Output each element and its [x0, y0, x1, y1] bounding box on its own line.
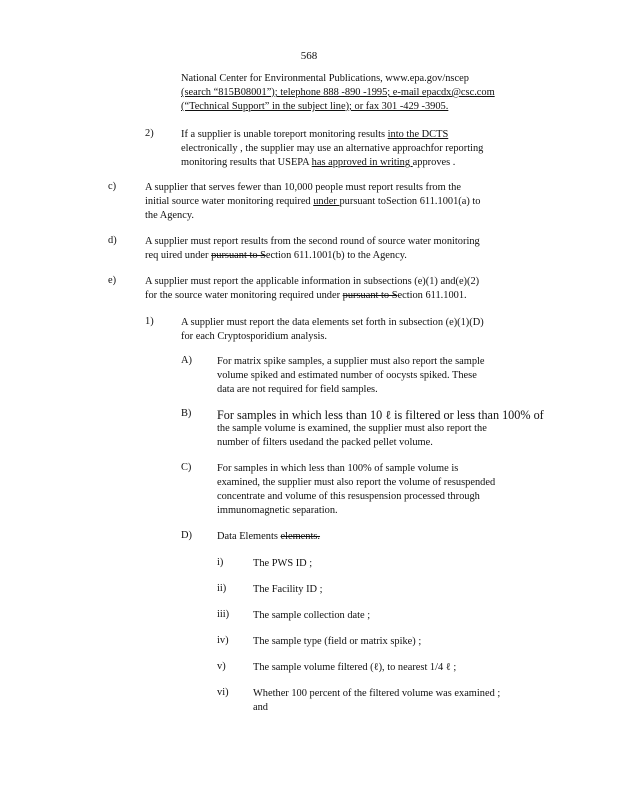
item-c-inserted-under: under	[313, 196, 340, 207]
item-c-line-3: the Agency.	[145, 210, 194, 221]
item-e-line-2-text: for the source water monitoring required under	[145, 290, 343, 301]
item-A-text	[217, 355, 527, 397]
subitem-ii-text: The Facility ID ;	[253, 584, 323, 595]
item-B-line-2: the sample volume is examined, the supplier must also report the	[217, 423, 487, 434]
subitem-v-text: The sample volume filtered (ℓ), to nearest 1/4 ℓ ;	[253, 662, 457, 673]
item-d-line-2	[145, 249, 530, 263]
item-C-line-3: concentrate and volume of this resuspension processed through	[217, 491, 480, 502]
item-2-line-3-text: monitoring results that USEPA	[181, 157, 312, 168]
item-B-line-1: For samples in which less than 10 ℓ is filtered or less than 100% of	[217, 408, 544, 422]
item-D-heading: Data Elements	[217, 531, 281, 542]
item-C-line-4: immunomagnetic separation.	[217, 505, 338, 516]
item-2-line-2: electronically , the supplier may use an alternative approachfor reporting	[181, 143, 484, 154]
item-d-deleted-pursuant: pursuant to S	[211, 250, 266, 261]
subitem-i-label: i)	[217, 557, 224, 568]
item-d-line-2-end: ection 611.1001(b) to the Agency.	[265, 250, 407, 261]
item-e-line-2-end: ection 611.1001.	[397, 290, 467, 301]
item-C-line-2: examined, the supplier must also report the volume of resuspended	[217, 477, 496, 488]
item-B-line-3: number of filters usedand the packed pellet volume.	[217, 437, 433, 448]
contact-line-1: National Center for Environmental Publications, www.epa.gov/nscep	[181, 73, 469, 84]
item-e-text	[145, 275, 530, 303]
subitem-ii-label: ii)	[217, 583, 227, 594]
item-D-deleted-elements: elements.	[280, 531, 321, 542]
item-e1-line-1: A supplier must report the data elements set forth in subsection (e)(1)(D)	[181, 317, 484, 328]
item-d-line-1: A supplier must report results from the second round of source water monitoring	[145, 236, 480, 247]
subitem-iv-label: iv)	[217, 635, 229, 646]
item-C-line-1: For samples in which less than 100% of sample volume is	[217, 463, 459, 474]
item-2-text	[181, 128, 526, 170]
item-d-line-2-text: req uired under	[145, 250, 212, 261]
item-C-text	[217, 462, 532, 518]
item-2-line-1	[181, 128, 526, 142]
item-D-label: D)	[181, 530, 192, 541]
subitem-vi-text	[253, 687, 543, 715]
item-2-line-1-text: If a supplier is unable toreport monitoring results	[181, 129, 388, 140]
subitem-vi-label: vi)	[217, 687, 229, 698]
item-c-line-2-text: initial source water monitoring required	[145, 196, 314, 207]
item-A-line-1: For matrix spike samples, a supplier must also report the sample	[217, 356, 485, 367]
item-D-text	[217, 530, 527, 544]
subitem-iii-text: The sample collection date ;	[253, 610, 371, 621]
item-A-label: A)	[181, 355, 192, 366]
item-d-label: d)	[108, 235, 117, 246]
item-D-line	[217, 530, 527, 544]
item-A-line-2: volume spiked and estimated number of oocysts spiked. These	[217, 370, 477, 381]
contact-line-2: (search “815B08001”); telephone 888 -890 -1995; e-mail epacdx@csc.com	[181, 87, 495, 98]
subitem-iii-label: iii)	[217, 609, 230, 620]
item-e1-text	[181, 316, 526, 344]
subitem-vi-line-1: Whether 100 percent of the filtered volume was examined ;	[253, 688, 501, 699]
item-B-label: B)	[181, 408, 192, 419]
contact-info-block	[181, 72, 541, 114]
page-number: 568	[300, 50, 318, 62]
contact-line-3: (“Technical Support” in the subject line); or fax 301 -429 -3905.	[181, 101, 449, 112]
item-2-line-3	[181, 156, 526, 170]
item-e1-label: 1)	[145, 316, 154, 327]
item-d-text	[145, 235, 530, 263]
item-e1-line-2: for each Cryptosporidium analysis.	[181, 331, 328, 342]
subitem-i-text: The PWS ID ;	[253, 558, 313, 569]
subitem-iv-text: The sample type (field or matrix spike) ;	[253, 636, 422, 647]
item-c-label: c)	[108, 181, 117, 192]
item-2-inserted-dcts: into the DCTS	[387, 129, 449, 140]
item-c-line-2	[145, 195, 530, 209]
item-c-line-2-end: pursuant toSection 611.1001(a) to	[339, 196, 481, 207]
item-A-line-3: data are not required for field samples.	[217, 384, 378, 395]
item-e-line-1: A supplier must report the applicable information in subsections (e)(1) and(e)(2)	[145, 276, 480, 287]
item-c-line-1: A supplier that serves fewer than 10,000 people must report results from the	[145, 182, 461, 193]
item-2-inserted-approved: has approved in writing	[311, 157, 413, 168]
subitem-vi-line-2: and	[253, 702, 269, 713]
item-2-line-3-end: approves .	[412, 157, 456, 168]
item-e-deleted-pursuant: pursuant to S	[342, 290, 398, 301]
item-B-text	[217, 408, 542, 450]
item-e-label: e)	[108, 275, 117, 286]
item-e-line-2	[145, 289, 530, 303]
item-C-label: C)	[181, 462, 192, 473]
item-c-text	[145, 181, 530, 223]
subitem-v-label: v)	[217, 661, 226, 672]
item-2-label: 2)	[145, 128, 154, 139]
